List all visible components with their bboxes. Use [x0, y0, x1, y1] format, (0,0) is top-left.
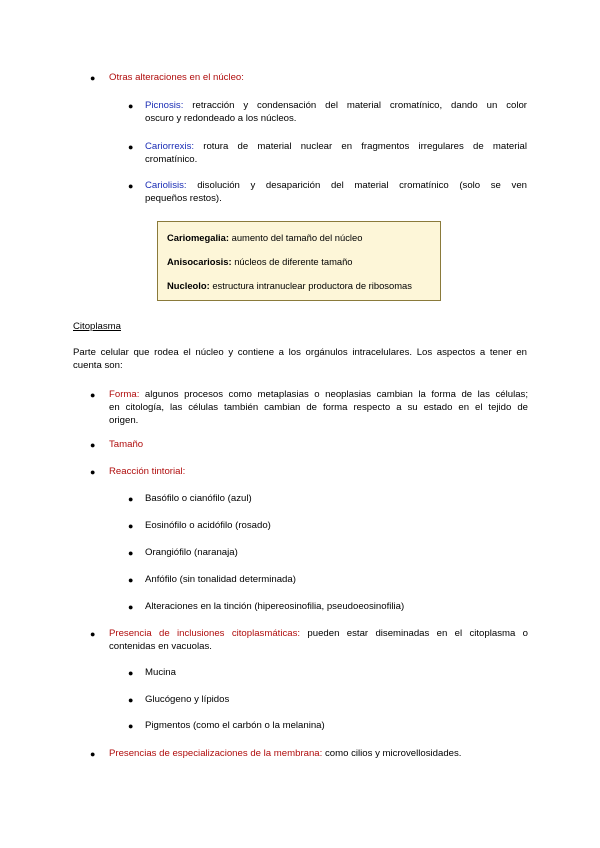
bullet-icon: ●: [128, 521, 134, 531]
bullet-icon: ●: [128, 602, 134, 612]
bullet-icon: ●: [90, 390, 96, 400]
bullet-icon: ●: [128, 494, 134, 504]
section-heading: Citoplasma: [73, 321, 121, 332]
box-row-cariomegalia: Cariomegalia: aumento del tamaño del núcleo: [167, 232, 363, 243]
cariolisis-text-1: disolución y desaparición del material cromatínico (solo se ven: [186, 180, 527, 191]
list-item: Basófilo o cianófilo (azul): [145, 493, 252, 504]
list-item: Mucina: [145, 667, 176, 678]
intro-paragraph: Parte celular que rodea el núcleo y contiene a los orgánulos intracelulares. Los aspectos a tener en cuenta son:: [73, 347, 527, 371]
picnosis-text-2: oscuro y redondeado a los núcleos.: [145, 113, 297, 124]
bullet-icon: ●: [90, 749, 96, 759]
especializaciones-term: Presencias de especializaciones de la membrana:: [109, 748, 323, 759]
list-item: Orangiófilo (naranaja): [145, 547, 238, 558]
cariorrexis-item: [145, 140, 527, 166]
nucleo-title: Otras alteraciones en el núcleo:: [109, 72, 244, 83]
especializaciones-item: Presencias de especializaciones de la membrana: como cilios y microvellosidades.: [109, 748, 462, 759]
cariorrexis-text-2: cromatínico.: [145, 154, 198, 165]
forma-item: Forma: algunos procesos como metaplasias o neoplasias cambian la forma de las células; en citología, las células también cambian de forma respecto a su estado en el tejido de origen.: [109, 389, 528, 426]
box-row-anisocariosis: Anisocariosis: núcleos de diferente tamaño: [167, 256, 353, 267]
picnosis-text-1: retracción y condensación del material cromatínico, dando un color: [183, 100, 527, 111]
list-item: Anfófilo (sin tonalidad determinada): [145, 574, 296, 585]
box-row-nucleolo: Nucleolo: estructura intranuclear productora de ribosomas: [167, 280, 412, 291]
list-item: Pigmentos (como el carbón o la melanina): [145, 720, 325, 731]
bullet-icon: ●: [128, 695, 134, 705]
cariolisis-item: [145, 179, 527, 205]
bullet-icon: ●: [128, 548, 134, 558]
bullet-icon: ●: [128, 101, 134, 111]
list-item: Eosinófilo o acidófilo (rosado): [145, 520, 271, 531]
tamano-item: Tamaño: [109, 439, 144, 450]
reaccion-title: Reacción tintorial:: [109, 466, 186, 477]
cariorrexis-text-1: rotura de material nuclear en fragmentos irregulares de material: [194, 141, 527, 152]
list-item: Glucógeno y lípidos: [145, 694, 230, 705]
bullet-icon: ●: [128, 575, 134, 585]
bullet-icon: ●: [90, 440, 96, 450]
picnosis-term: Picnosis:: [145, 100, 184, 111]
definitions-box: [157, 221, 441, 301]
forma-term: Forma:: [109, 389, 140, 400]
bullet-icon: ●: [128, 142, 134, 152]
bullet-icon: ●: [90, 73, 96, 83]
picnosis-item: [145, 99, 527, 125]
bullet-icon: ●: [128, 721, 134, 731]
bullet-icon: ●: [128, 181, 134, 191]
bullet-icon: ●: [90, 629, 96, 639]
cariolisis-term: Cariolisis:: [145, 180, 187, 191]
bullet-icon: ●: [128, 668, 134, 678]
inclusiones-term: Presencia de inclusiones citoplasmáticas:: [109, 628, 301, 639]
inclusiones-item: Presencia de inclusiones citoplasmáticas: pueden estar diseminadas en el citoplasma o contenidas en vacuolas.: [109, 628, 528, 652]
list-item: Alteraciones en la tinción (hipereosinofilia, pseudoeosinofilia): [145, 601, 405, 612]
cariolisis-text-2: pequeños restos).: [145, 193, 222, 204]
cariorrexis-term: Cariorrexis:: [145, 141, 195, 152]
bullet-icon: ●: [90, 467, 96, 477]
